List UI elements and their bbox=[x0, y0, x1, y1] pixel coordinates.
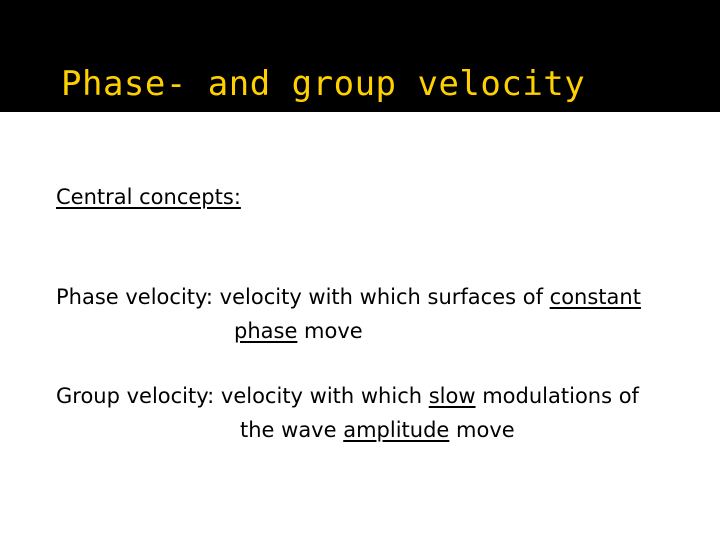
group-velocity-definition bbox=[56, 379, 639, 447]
group-def-slow: slow bbox=[428, 384, 476, 408]
phase-def-line2 bbox=[56, 314, 641, 348]
slide-title: Phase- and group velocity bbox=[61, 64, 586, 104]
group-def-mid: modulations of bbox=[475, 384, 639, 408]
phase-def-line1 bbox=[56, 285, 641, 309]
phase-def-phase: phase bbox=[234, 319, 298, 343]
phase-def-constant: constant bbox=[549, 285, 641, 309]
central-concepts-heading: Central concepts: bbox=[56, 185, 241, 209]
group-def-pre: the wave bbox=[240, 418, 344, 442]
group-def-lead: Group velocity: velocity with which bbox=[56, 384, 429, 408]
group-def-line1 bbox=[56, 384, 639, 408]
phase-def-tail: move bbox=[297, 319, 363, 343]
title-bar bbox=[0, 0, 720, 112]
phase-velocity-definition bbox=[56, 280, 641, 348]
group-def-line2 bbox=[56, 413, 639, 447]
group-def-tail: move bbox=[449, 418, 515, 442]
group-def-amplitude: amplitude bbox=[343, 418, 450, 442]
phase-def-lead: Phase velocity: velocity with which surfaces of bbox=[56, 285, 550, 309]
